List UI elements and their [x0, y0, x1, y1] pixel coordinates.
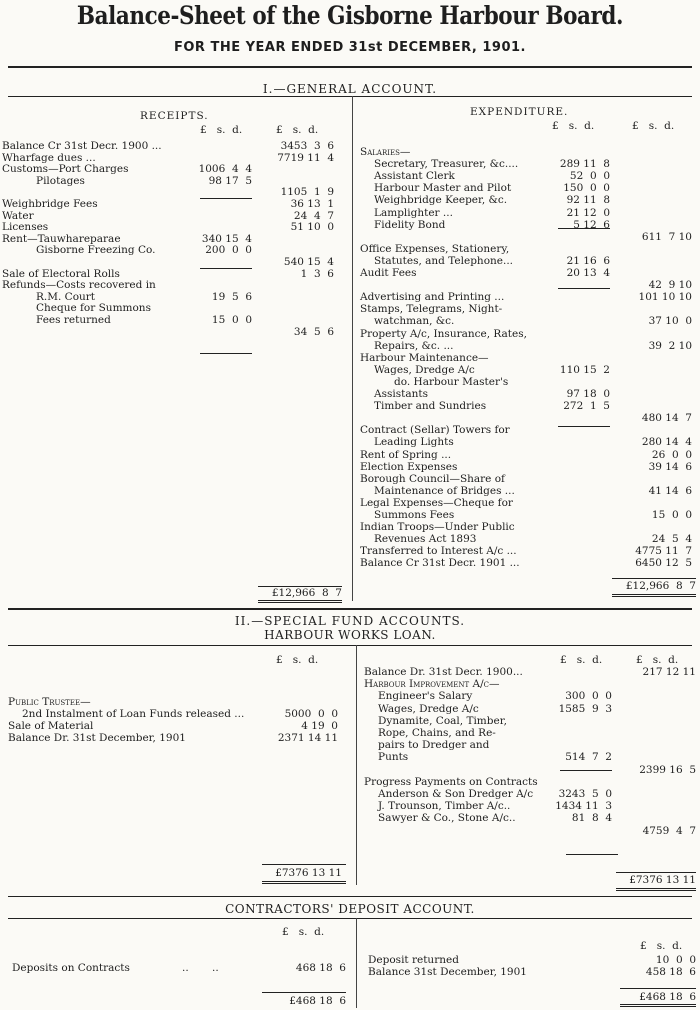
rule-total	[262, 992, 346, 993]
row-subamount: 1434 11 3	[555, 800, 612, 813]
row-label: do. Harbour Master's	[394, 375, 509, 388]
row-subamount: 21 16 6	[566, 254, 610, 267]
row-subamount: 97 18 0	[566, 388, 610, 400]
row-total: 51 10 0	[290, 221, 334, 234]
receipts-total-currency-header: £ s. d.	[276, 124, 319, 136]
row-label: Sale of Electoral Rolls	[2, 267, 120, 280]
deposit-left-currency-header: £ s. d.	[282, 926, 325, 938]
special-left-currency-header: £ s. d.	[276, 654, 319, 666]
row-label: Advertising and Printing ...	[360, 291, 505, 304]
row-label: Weighbridge Keeper, &c.	[374, 194, 508, 207]
column-divider-special	[356, 645, 357, 885]
special-right-total: £7376 13 11	[629, 874, 696, 886]
row-label: Contract (Sellar) Towers for	[360, 424, 510, 437]
row-subamount: 272 1 5	[563, 400, 610, 413]
row-subamount: 5 12 6	[573, 218, 610, 231]
row-label: Rent of Spring ...	[360, 448, 452, 461]
row-total: 5000 0 0	[284, 708, 338, 720]
row-label: Salaries—	[360, 146, 411, 158]
row-label: Public Trustee—	[8, 696, 91, 708]
rule-sub	[200, 198, 252, 199]
row-subamount: 21 12 0	[566, 206, 610, 219]
row-subamount: 1006 4 4	[198, 163, 252, 176]
row-total: 39 2 10	[648, 339, 692, 352]
rule-deposit-head	[8, 918, 692, 919]
row-label: Summons Fees	[374, 509, 455, 521]
row-total: 6450 12 5	[635, 557, 692, 570]
row-label: Water	[2, 209, 34, 222]
row-label: pairs to Dredger and	[378, 739, 490, 752]
expenditure-heading: EXPENDITURE.	[470, 106, 569, 118]
rule-general-head	[8, 96, 692, 97]
row-total: 24 5 4	[651, 533, 692, 546]
row-label: Balance Dr. 31st Decr. 1900...	[364, 666, 523, 678]
row-total: 34 5 6	[293, 325, 334, 338]
row-total: 540 15 4	[283, 256, 334, 268]
row-label: Weighbridge Fees	[2, 198, 98, 210]
row-total: 41 14 6	[648, 484, 692, 497]
rule-double	[258, 600, 342, 603]
row-total: 3453 3 6	[280, 140, 334, 152]
row-total: 217 12 11	[642, 666, 696, 678]
rule-sub	[566, 854, 618, 855]
row-label: Wharfage dues ...	[2, 151, 96, 164]
row-label: Lamplighter ...	[374, 206, 453, 219]
row-label: J. Trounson, Timber A/c..	[378, 800, 511, 813]
special-right-sub-currency-header: £ s. d.	[560, 654, 603, 666]
leader-dots: .. ..	[182, 962, 219, 974]
row-label: Assistant Clerk	[374, 170, 455, 183]
row-total: 15 0 0	[651, 509, 692, 521]
row-label: 2nd Instalment of Loan Funds released ...	[22, 708, 245, 720]
row-label: Wages, Dredge A/c	[374, 363, 475, 376]
row-label: Anderson & Son Dredger A/c	[378, 788, 534, 800]
row-total: 39 14 6	[648, 460, 692, 473]
row-total: 42 9 10	[648, 279, 692, 292]
row-label: Harbour Master and Pilot	[374, 182, 512, 195]
row-label: Statutes, and Telephone...	[374, 254, 514, 267]
row-total: 4759 4 7	[642, 824, 696, 837]
row-label: Audit Fees	[360, 267, 417, 279]
deposit-account-heading: CONTRACTORS' DEPOSIT ACCOUNT.	[225, 902, 475, 916]
row-subamount: 20 13 4	[566, 267, 610, 279]
rule-total	[262, 864, 346, 865]
row-label: Wages, Dredge A/c	[378, 702, 479, 715]
rule-special-top	[8, 608, 692, 610]
deposit-right-total: £468 18 6	[639, 991, 696, 1003]
deposit-left-total: £468 18 6	[289, 995, 346, 1007]
row-subamount: 110 15 2	[559, 363, 610, 376]
row-label: Balance Cr 31st Decr. 1901 ...	[360, 557, 520, 570]
row-label: Rope, Chains, and Re-	[378, 727, 496, 739]
rule-total	[620, 988, 696, 989]
special-account-subheading: HARBOUR WORKS LOAN.	[264, 628, 436, 642]
row-subamount: 92 11 8	[566, 194, 610, 207]
row-label: Pilotages	[36, 174, 85, 187]
row-label: Indian Troops—Under Public	[360, 521, 515, 534]
rule-total	[612, 578, 696, 579]
expenditure-total-currency-header: £ s. d.	[632, 120, 675, 132]
row-label: Legal Expenses—Cheque for	[360, 496, 513, 509]
deposit-right-currency-header: £ s. d.	[640, 940, 683, 952]
row-label: Sawyer & Co., Stone A/c..	[378, 812, 516, 825]
row-label: Progress Payments on Contracts	[364, 775, 538, 788]
row-label: Balance Dr. 31st December, 1901	[8, 732, 186, 744]
row-total: 458 18 6	[645, 966, 696, 978]
column-divider-general	[352, 96, 353, 601]
row-label: Dynamite, Coal, Timber,	[378, 714, 507, 727]
row-label: Engineer's Salary	[378, 690, 473, 703]
row-subamount: 289 11 8	[559, 158, 610, 171]
receipts-grand-total: £12,966 8 7	[271, 587, 342, 599]
row-subamount: 340 15 4	[201, 232, 252, 245]
row-total: 611 7 10	[641, 230, 692, 243]
row-label: Leading Lights	[374, 436, 454, 449]
row-total: 101 10 10	[638, 291, 692, 304]
row-label: Licenses	[2, 221, 49, 234]
row-label: Repairs, &c. ...	[374, 339, 454, 352]
row-label: Harbour Improvement A/c—	[364, 678, 500, 691]
row-label: Assistants	[374, 388, 428, 400]
row-total: 280 14 4	[641, 436, 692, 449]
row-total: 1105 1 9	[280, 186, 334, 199]
row-total: 480 14 7	[641, 412, 692, 425]
row-subamount: 200 0 0	[205, 244, 252, 257]
row-label: Timber and Sundries	[374, 400, 487, 413]
row-label: Refunds—Costs recovered in	[2, 279, 156, 292]
row-total: 2399 16 5	[639, 763, 696, 776]
row-label: Office Expenses, Stationery,	[360, 242, 510, 255]
row-total: 4775 11 7	[635, 545, 692, 558]
special-left-total: £7376 13 11	[275, 867, 342, 879]
rule-sub	[200, 268, 252, 269]
row-label: Harbour Maintenance—	[360, 351, 489, 364]
row-subamount: 15 0 0	[211, 314, 252, 326]
row-total: 36 13 1	[290, 198, 334, 210]
rule-top	[8, 66, 692, 68]
rule-double	[262, 881, 346, 884]
rule-total	[616, 872, 696, 873]
rule-sub	[200, 353, 252, 354]
row-label: Deposit returned	[368, 954, 459, 966]
rule-double	[612, 594, 696, 597]
row-total: 1 3 6	[300, 267, 334, 280]
rule-sub	[558, 228, 610, 229]
row-label: Sale of Material	[8, 720, 94, 732]
row-subamount: 98 17 5	[208, 174, 252, 187]
receipts-sub-currency-header: £ s. d.	[200, 124, 243, 136]
column-divider-deposit	[356, 918, 357, 1008]
row-label: Customs—Port Charges	[2, 163, 129, 176]
row-subamount: 81 8 4	[571, 812, 612, 825]
row-label: Rent—Tauwhareparae	[2, 232, 121, 245]
row-label: Stamps, Telegrams, Night-	[360, 303, 503, 316]
row-label: Fees returned	[36, 314, 111, 326]
deposit-left-amount: 468 18 6	[295, 962, 346, 974]
row-subamount: 300 0 0	[565, 690, 612, 703]
expenditure-sub-currency-header: £ s. d.	[552, 120, 595, 132]
rule-deposit-top	[8, 896, 692, 897]
row-subamount: 3243 5 0	[558, 788, 612, 800]
row-total: 26 0 0	[651, 448, 692, 461]
row-total: 24 4 7	[293, 209, 334, 222]
rule-sub	[558, 288, 610, 289]
rule-double	[620, 1004, 696, 1007]
rule-double	[616, 888, 696, 891]
page-subtitle: FOR THE YEAR ENDED 31st DECEMBER, 1901.	[174, 40, 526, 55]
row-label: Borough Council—Share of	[360, 472, 505, 485]
rule-special-head	[8, 645, 692, 646]
row-label: Maintenance of Bridges ...	[374, 484, 515, 497]
row-label: Election Expenses	[360, 460, 458, 473]
receipts-heading: RECEIPTS.	[140, 110, 209, 122]
row-subamount: 1585 9 3	[558, 702, 612, 715]
row-total: 10 0 0	[655, 954, 696, 966]
row-label: Gisborne Freezing Co.	[36, 244, 156, 257]
row-label: Cheque for Summons	[36, 302, 151, 315]
row-subamount: 150 0 0	[563, 182, 610, 195]
row-label: Revenues Act 1893	[374, 533, 477, 546]
rule-sub	[558, 426, 610, 427]
row-subamount: 52 0 0	[569, 170, 610, 183]
row-label: Balance 31st December, 1901	[368, 966, 527, 978]
row-total: 7719 11 4	[277, 151, 334, 164]
row-total: 4 19 0	[301, 720, 338, 732]
general-account-heading: I.—GENERAL ACCOUNT.	[262, 82, 438, 96]
rule-sub	[560, 770, 612, 771]
deposit-left-label: Deposits on Contracts	[12, 962, 130, 974]
row-subamount: 514 7 2	[565, 751, 612, 764]
row-label: Punts	[378, 751, 409, 764]
row-label: Fidelity Bond	[374, 218, 446, 231]
row-label: watchman, &c.	[374, 315, 455, 328]
row-label: Balance Cr 31st Decr. 1900 ...	[2, 140, 162, 152]
row-label: R.M. Court	[36, 290, 96, 303]
row-total: 2371 14 11	[277, 732, 338, 744]
special-right-total-currency-header: £ s. d.	[636, 654, 679, 666]
row-label: Property A/c, Insurance, Rates,	[360, 327, 527, 340]
row-label: Transferred to Interest A/c ...	[360, 545, 517, 558]
row-label: Secretary, Treasurer, &c....	[374, 158, 519, 171]
special-account-heading: II.—SPECIAL FUND ACCOUNTS.	[234, 614, 466, 628]
page-title: Balance-Sheet of the Gisborne Harbour Board.	[76, 1, 624, 30]
row-total: 37 10 0	[648, 315, 692, 328]
expenditure-grand-total: £12,966 8 7	[625, 580, 696, 592]
row-subamount: 19 5 6	[211, 290, 252, 303]
